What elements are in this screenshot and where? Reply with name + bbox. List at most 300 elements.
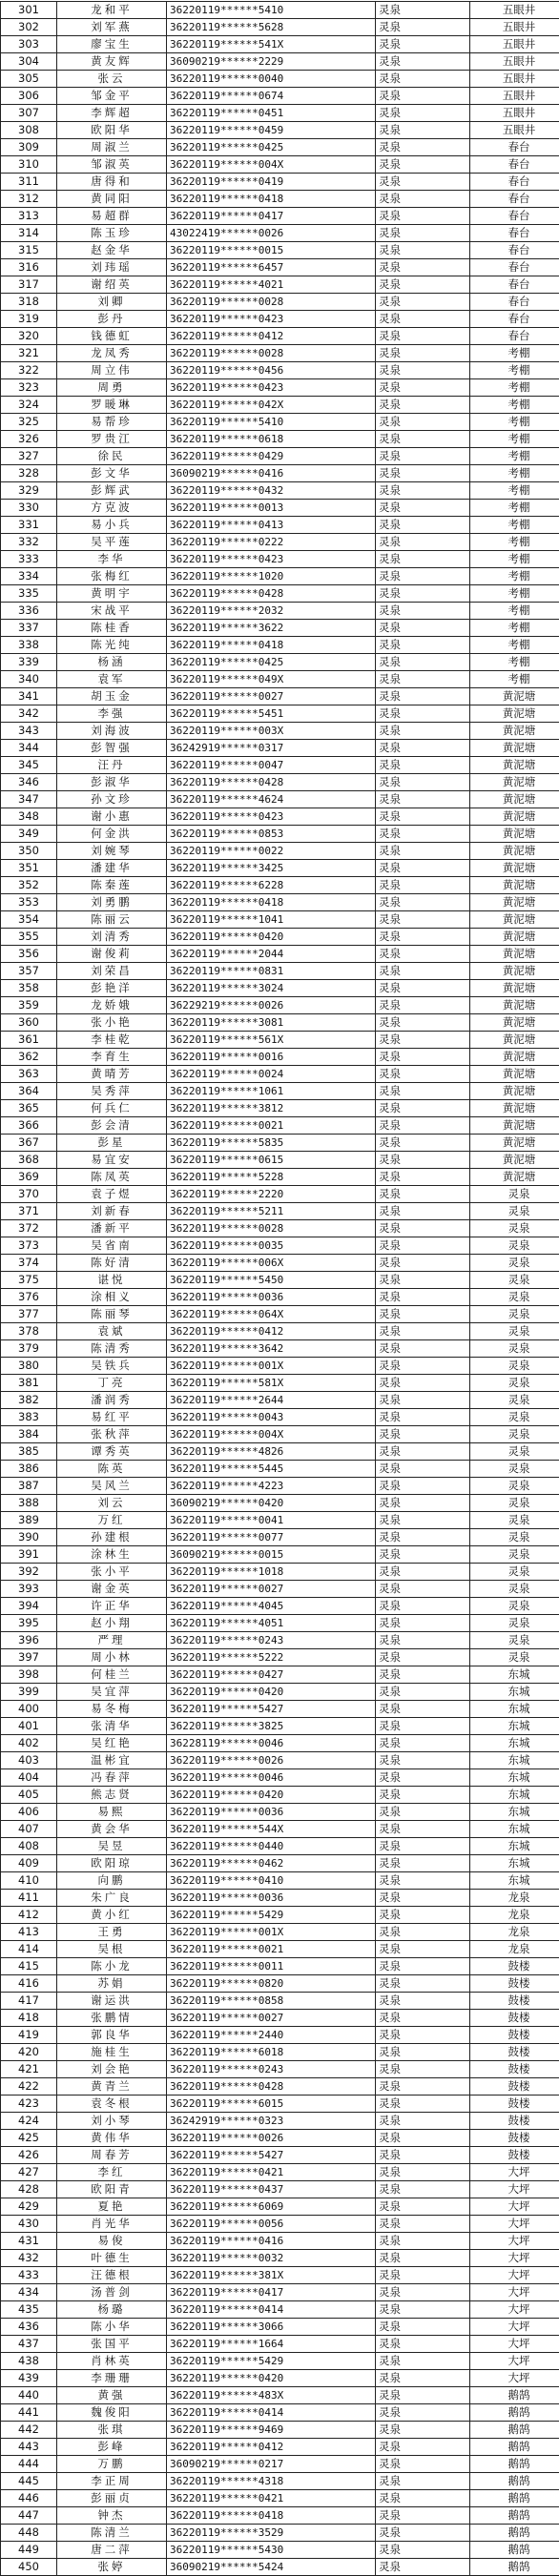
row-number-cell: 445 [1,2473,57,2490]
id-number-cell: 36220119******0428 [167,774,376,791]
id-number-cell: 36220119******5430 [167,2542,376,2559]
table-row [1,2404,559,2422]
table-row [1,345,559,362]
name-cell: 陈丽琴 [57,1306,167,1323]
row-number-cell: 400 [1,1701,57,1718]
id-number-cell: 36090219******0217 [167,2456,376,2473]
table-row [1,1975,559,1993]
row-number-cell: 308 [1,122,57,139]
row-number-cell: 314 [1,225,57,242]
id-number-cell: 36220119******5835 [167,1135,376,1152]
table-row [1,105,559,122]
table-row [1,1752,559,1769]
id-number-cell: 36220119******0419 [167,174,376,191]
table-row [1,671,559,688]
town-cell: 灵泉 [376,1340,470,1358]
table-row [1,2,559,19]
name-cell: 方克波 [57,500,167,517]
row-number-cell: 362 [1,1049,57,1066]
name-cell: 潘新平 [57,1220,167,1237]
name-cell: 肖光华 [57,2216,167,2233]
town-cell: 灵泉 [376,1426,470,1443]
town-cell: 灵泉 [376,1769,470,1787]
row-number-cell: 327 [1,448,57,465]
table-row [1,174,559,191]
name-cell: 欧阳华 [57,122,167,139]
town-cell: 灵泉 [376,568,470,585]
name-cell: 邹金平 [57,88,167,105]
town-cell: 灵泉 [376,2284,470,2301]
village-cell: 东城 [470,1855,559,1872]
id-number-cell: 36220119******0423 [167,551,376,568]
name-cell: 张云 [57,71,167,88]
row-number-cell: 418 [1,2010,57,2027]
name-cell: 张鹏情 [57,2010,167,2027]
name-cell: 谭秀英 [57,1443,167,1461]
id-number-cell: 36220119******2044 [167,946,376,963]
table-row [1,1666,559,1684]
row-number-cell: 449 [1,2542,57,2559]
name-cell: 黄同阳 [57,191,167,208]
village-cell: 灵泉 [470,1358,559,1375]
id-number-cell: 36220119******0462 [167,1855,376,1872]
name-cell: 易小兵 [57,517,167,534]
village-cell: 鹅鹄 [470,2422,559,2439]
id-number-cell: 36220119******0011 [167,1958,376,1975]
village-cell: 东城 [470,1666,559,1684]
town-cell: 灵泉 [376,1872,470,1890]
id-number-cell: 36220119******6228 [167,877,376,894]
row-number-cell: 411 [1,1890,57,1907]
row-number-cell: 396 [1,1632,57,1649]
table-row [1,2336,559,2353]
village-cell: 五眼井 [470,105,559,122]
row-number-cell: 361 [1,1032,57,1049]
name-cell: 肖林英 [57,2353,167,2370]
village-cell: 黄泥塘 [470,1049,559,1066]
table-row [1,465,559,482]
name-cell: 彭艳洋 [57,980,167,997]
town-cell: 灵泉 [376,1941,470,1958]
village-cell: 鹅鹄 [470,2473,559,2490]
town-cell: 灵泉 [376,2010,470,2027]
village-cell: 鹅鹄 [470,2559,559,2576]
id-number-cell: 36220119******0021 [167,1941,376,1958]
table-row [1,654,559,671]
id-number-cell: 36220119******0222 [167,534,376,551]
name-cell: 潘建华 [57,860,167,877]
town-cell: 灵泉 [376,379,470,397]
row-number-cell: 433 [1,2267,57,2284]
town-cell: 灵泉 [376,1581,470,1598]
name-cell: 彭淑华 [57,774,167,791]
village-cell: 鼓楼 [470,2113,559,2130]
id-number-cell: 36220119******0459 [167,122,376,139]
village-cell: 龙泉 [470,1941,559,1958]
id-number-cell: 36220119******381X [167,2267,376,2284]
town-cell: 灵泉 [376,2096,470,2113]
village-cell: 大坪 [470,2319,559,2336]
table-row [1,311,559,328]
row-number-cell: 374 [1,1255,57,1272]
name-cell: 彭星 [57,1135,167,1152]
table-row [1,688,559,705]
town-cell: 灵泉 [376,1100,470,1117]
row-number-cell: 306 [1,88,57,105]
table-row [1,1135,559,1152]
name-cell: 叶德生 [57,2250,167,2267]
name-cell: 徐民 [57,448,167,465]
table-row [1,1701,559,1718]
name-cell: 刘卿 [57,294,167,311]
id-number-cell: 36220119******4318 [167,2473,376,2490]
name-cell: 罗暖琳 [57,397,167,414]
village-cell: 黄泥塘 [470,1169,559,1186]
table-row [1,843,559,860]
town-cell: 灵泉 [376,1461,470,1478]
town-cell: 灵泉 [376,1289,470,1306]
table-row [1,2525,559,2542]
table-row [1,2473,559,2490]
table-row [1,1684,559,1701]
row-number-cell: 391 [1,1546,57,1564]
id-number-cell: 36220119******5410 [167,2,376,19]
village-cell: 东城 [470,1787,559,1804]
id-number-cell: 36220119******0026 [167,2130,376,2147]
town-cell: 灵泉 [376,911,470,929]
village-cell: 鼓楼 [470,2130,559,2147]
town-cell: 灵泉 [376,774,470,791]
row-number-cell: 338 [1,637,57,654]
table-row [1,980,559,997]
id-number-cell: 36220119******1041 [167,911,376,929]
name-cell: 陈凤英 [57,1169,167,1186]
town-cell: 灵泉 [376,1718,470,1735]
village-cell: 鼓楼 [470,2044,559,2061]
id-number-cell: 36220119******0853 [167,826,376,843]
name-cell: 刘荣昌 [57,963,167,980]
table-row [1,1152,559,1169]
row-number-cell: 370 [1,1186,57,1203]
name-cell: 欧阳琼 [57,1855,167,1872]
row-number-cell: 413 [1,1924,57,1941]
table-row [1,53,559,71]
town-cell: 灵泉 [376,1512,470,1529]
row-number-cell: 329 [1,482,57,500]
table-row [1,568,559,585]
town-cell: 灵泉 [376,345,470,362]
village-cell: 东城 [470,1684,559,1701]
town-cell: 灵泉 [376,1546,470,1564]
table-row [1,1375,559,1392]
id-number-cell: 36220119******0417 [167,208,376,225]
table-row [1,826,559,843]
name-cell: 李育生 [57,1049,167,1066]
name-cell: 杨璐 [57,2301,167,2319]
village-cell: 大坪 [470,2353,559,2370]
id-number-cell: 36220119******0417 [167,2284,376,2301]
id-number-cell: 36220119******541X [167,36,376,53]
name-cell: 刘军燕 [57,19,167,36]
town-cell: 灵泉 [376,2164,470,2181]
town-cell: 灵泉 [376,311,470,328]
town-cell: 灵泉 [376,877,470,894]
row-number-cell: 444 [1,2456,57,2473]
name-cell: 彭峰 [57,2439,167,2456]
table-row [1,2422,559,2439]
row-number-cell: 423 [1,2096,57,2113]
village-cell: 龙泉 [470,1924,559,1941]
name-cell: 唐二萍 [57,2542,167,2559]
row-number-cell: 302 [1,19,57,36]
table-row [1,723,559,740]
id-number-cell: 36220119******0413 [167,517,376,534]
town-cell: 灵泉 [376,1598,470,1615]
row-number-cell: 366 [1,1117,57,1135]
village-cell: 大坪 [470,2267,559,2284]
table-row [1,2387,559,2404]
village-cell: 春台 [470,208,559,225]
village-cell: 五眼井 [470,71,559,88]
id-number-cell: 36090219******0420 [167,1495,376,1512]
table-row [1,1924,559,1941]
table-row [1,225,559,242]
town-cell: 灵泉 [376,2216,470,2233]
town-cell: 灵泉 [376,448,470,465]
roster-table [0,1,559,2576]
id-number-cell: 36228119******0046 [167,1735,376,1752]
id-number-cell: 36220119******2440 [167,2027,376,2044]
row-number-cell: 363 [1,1066,57,1083]
id-number-cell: 36220119******0432 [167,482,376,500]
name-cell: 黄会华 [57,1821,167,1838]
table-row [1,259,559,276]
row-number-cell: 410 [1,1872,57,1890]
row-number-cell: 319 [1,311,57,328]
row-number-cell: 401 [1,1718,57,1735]
village-cell: 黄泥塘 [470,791,559,808]
town-cell: 灵泉 [376,276,470,294]
row-number-cell: 332 [1,534,57,551]
name-cell: 邹淑英 [57,156,167,174]
table-row [1,1083,559,1100]
id-number-cell: 36220119******0451 [167,105,376,122]
village-cell: 龙泉 [470,1907,559,1924]
row-number-cell: 337 [1,620,57,637]
village-cell: 春台 [470,276,559,294]
village-cell: 考棚 [470,654,559,671]
id-number-cell: 36220119******0028 [167,294,376,311]
town-cell: 灵泉 [376,1838,470,1855]
id-number-cell: 36220119******0036 [167,1890,376,1907]
table-row [1,1546,559,1564]
town-cell: 灵泉 [376,980,470,997]
name-cell: 潘润秀 [57,1392,167,1409]
village-cell: 黄泥塘 [470,826,559,843]
id-number-cell: 36220119******0028 [167,1220,376,1237]
table-row [1,740,559,757]
name-cell: 袁冬根 [57,2096,167,2113]
town-cell: 灵泉 [376,1632,470,1649]
town-cell: 灵泉 [376,225,470,242]
name-cell: 张小平 [57,1564,167,1581]
village-cell: 鼓楼 [470,2010,559,2027]
town-cell: 灵泉 [376,242,470,259]
town-cell: 灵泉 [376,723,470,740]
village-cell: 考棚 [470,345,559,362]
row-number-cell: 434 [1,2284,57,2301]
row-number-cell: 429 [1,2198,57,2216]
name-cell: 赵金华 [57,242,167,259]
village-cell: 鹅鹄 [470,2525,559,2542]
name-cell: 孙建根 [57,1529,167,1546]
table-row [1,482,559,500]
row-number-cell: 341 [1,688,57,705]
row-number-cell: 372 [1,1220,57,1237]
table-row [1,276,559,294]
id-number-cell: 36220119******0036 [167,1804,376,1821]
town-cell: 灵泉 [376,191,470,208]
village-cell: 考棚 [470,671,559,688]
table-row [1,1220,559,1237]
name-cell: 龙娇娥 [57,997,167,1014]
table-row [1,1117,559,1135]
village-cell: 考棚 [470,379,559,397]
row-number-cell: 305 [1,71,57,88]
town-cell: 灵泉 [376,997,470,1014]
village-cell: 大坪 [470,2284,559,2301]
name-cell: 李珊珊 [57,2370,167,2387]
id-number-cell: 36220119******4021 [167,276,376,294]
town-cell: 灵泉 [376,362,470,379]
name-cell: 汪德根 [57,2267,167,2284]
id-number-cell: 36220119******0035 [167,1237,376,1255]
row-number-cell: 354 [1,911,57,929]
town-cell: 灵泉 [376,431,470,448]
name-cell: 何桂兰 [57,1666,167,1684]
name-cell: 赵小翔 [57,1615,167,1632]
name-cell: 李华 [57,551,167,568]
town-cell: 灵泉 [376,1306,470,1323]
town-cell: 灵泉 [376,1752,470,1769]
town-cell: 灵泉 [376,2267,470,2284]
row-number-cell: 369 [1,1169,57,1186]
village-cell: 灵泉 [470,1340,559,1358]
id-number-cell: 36220119******2644 [167,1392,376,1409]
table-row [1,860,559,877]
town-cell: 灵泉 [376,1220,470,1237]
row-number-cell: 425 [1,2130,57,2147]
name-cell: 黄伟华 [57,2130,167,2147]
row-number-cell: 321 [1,345,57,362]
name-cell: 刘清秀 [57,929,167,946]
row-number-cell: 385 [1,1443,57,1461]
id-number-cell: 36220119******0027 [167,2010,376,2027]
id-number-cell: 36220119******0043 [167,1409,376,1426]
row-number-cell: 403 [1,1752,57,1769]
id-number-cell: 36220119******5450 [167,1272,376,1289]
id-number-cell: 36220119******1018 [167,1564,376,1581]
name-cell: 谢俊莉 [57,946,167,963]
table-row [1,1512,559,1529]
town-cell: 灵泉 [376,1135,470,1152]
name-cell: 袁斌 [57,1323,167,1340]
village-cell: 五眼井 [470,53,559,71]
id-number-cell: 36220119******0429 [167,448,376,465]
id-number-cell: 36220119******0420 [167,2370,376,2387]
row-number-cell: 407 [1,1821,57,1838]
table-row [1,2027,559,2044]
village-cell: 龙泉 [470,1890,559,1907]
row-number-cell: 446 [1,2490,57,2507]
town-cell: 灵泉 [376,1169,470,1186]
town-cell: 灵泉 [376,637,470,654]
village-cell: 灵泉 [470,1203,559,1220]
table-row [1,1958,559,1975]
town-cell: 灵泉 [376,2542,470,2559]
name-cell: 朱广良 [57,1890,167,1907]
table-row [1,1340,559,1358]
name-cell: 周小林 [57,1649,167,1666]
name-cell: 汪丹 [57,757,167,774]
table-row [1,1649,559,1666]
name-cell: 涂林生 [57,1546,167,1564]
id-number-cell: 36220119******0418 [167,894,376,911]
table-row [1,1890,559,1907]
row-number-cell: 318 [1,294,57,311]
village-cell: 黄泥塘 [470,1014,559,1032]
town-cell: 灵泉 [376,585,470,603]
village-cell: 东城 [470,1821,559,1838]
village-cell: 灵泉 [470,1598,559,1615]
town-cell: 灵泉 [376,2404,470,2422]
name-cell: 施桂生 [57,2044,167,2061]
village-cell: 鼓楼 [470,1993,559,2010]
village-cell: 考棚 [470,637,559,654]
table-row [1,294,559,311]
id-number-cell: 36220119******006X [167,1255,376,1272]
name-cell: 熊志贤 [57,1787,167,1804]
name-cell: 彭丹 [57,311,167,328]
table-row [1,1907,559,1924]
row-number-cell: 360 [1,1014,57,1032]
id-number-cell: 36090219******5424 [167,2559,376,2576]
village-cell: 鼓楼 [470,2027,559,2044]
table-row [1,1049,559,1066]
town-cell: 灵泉 [376,551,470,568]
name-cell: 万红 [57,1512,167,1529]
table-row [1,963,559,980]
table-row [1,2096,559,2113]
name-cell: 易宜安 [57,1152,167,1169]
id-number-cell: 36220119******1664 [167,2336,376,2353]
id-number-cell: 36220119******0437 [167,2181,376,2198]
id-number-cell: 36220119******0820 [167,1975,376,1993]
town-cell: 灵泉 [376,1684,470,1701]
row-number-cell: 428 [1,2181,57,2198]
village-cell: 春台 [470,311,559,328]
row-number-cell: 371 [1,1203,57,1220]
village-cell: 鼓楼 [470,2147,559,2164]
row-number-cell: 345 [1,757,57,774]
town-cell: 灵泉 [376,929,470,946]
town-cell: 灵泉 [376,208,470,225]
table-row [1,2507,559,2525]
village-cell: 黄泥塘 [470,1152,559,1169]
name-cell: 易熙 [57,1804,167,1821]
id-number-cell: 36220119******0013 [167,500,376,517]
table-row [1,1186,559,1203]
